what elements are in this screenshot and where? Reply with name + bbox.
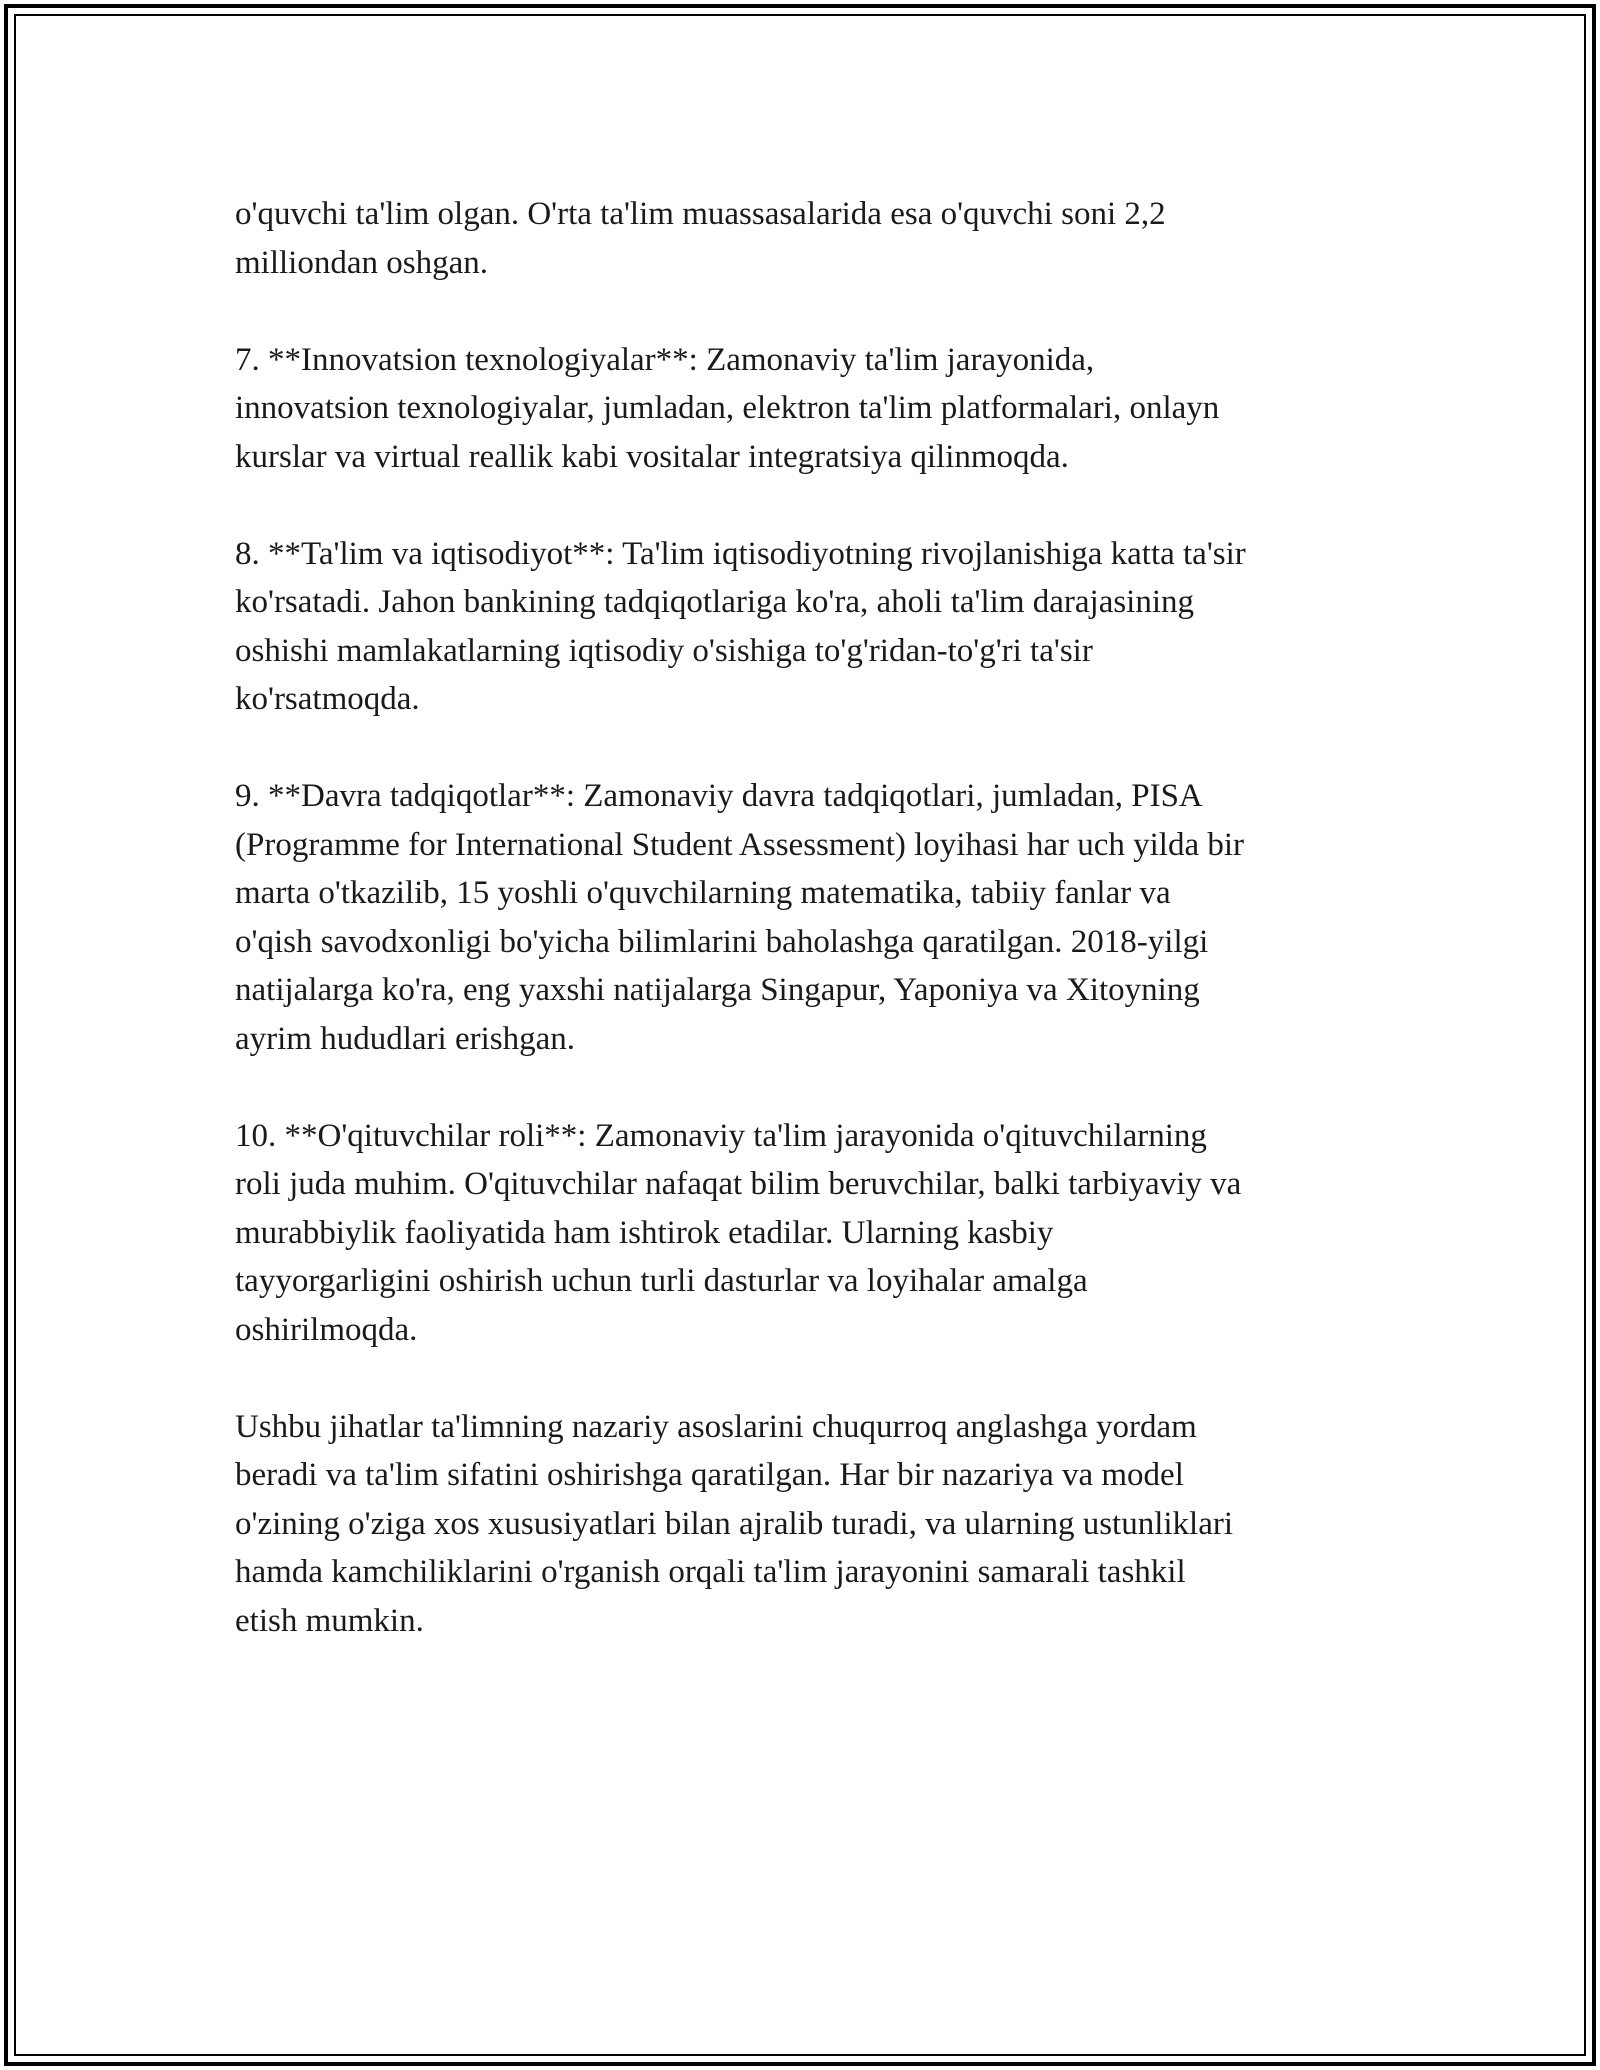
- document-body: [235, 190, 1375, 1694]
- paragraph-conclusion: Ushbu jihatlar ta'limning nazariy asoslarini chuqurroq anglashga yordam beradi va ta'lim sifatini oshirishga qaratilgan. Har bir nazariya va model o'zining o'ziga xos xususiyatlari bilan ajralib turadi, va ularning ustunliklari hamda kamchiliklarini o'rganish orqali ta'lim jarayonini samarali tashkil etish mumkin.: [235, 1408, 1234, 1639]
- paragraph-innovatsion-texnologiyalar: 7. **Innovatsion texnologiyalar**: Zamonaviy ta'lim jarayonida, innovatsion texnologiyalar, jumladan, elektron ta'lim platformalari, onlayn kurslar va virtual reallik kabi vositalar integratsiya qilinmoqda.: [235, 341, 1220, 475]
- paragraph-davra-tadqiqotlar: 9. **Davra tadqiqotlar**: Zamonaviy davra tadqiqotlari, jumladan, PISA (Programme for International Student Assessment) loyihasi har uch yilda bir marta o'tkazilib, 15 yoshli o'quvchilarning matematika, tabiiy fanlar va o'qish savodxonligi bo'yicha bilimlarini baholashga qaratilgan. 2018-yilgi natijalarga ko'ra, eng yaxshi natijalarga Singapur, Yaponiya va Xitoyning ayrim hududlari erishgan.: [235, 778, 1245, 1057]
- paragraph-oqituvchilar-roli: 10. **O'qituvchilar roli**: Zamonaviy ta'lim jarayonida o'qituvchilarning roli juda muhim. O'qituvchilar nafaqat bilim beruvchilar, balki tarbiyaviy va murabbiylik faoliyatida ham ishtirok etadilar. Ularning kasbiy tayyorgarligini oshirish uchun turli dasturlar va loyihalar amalga oshirilmoqda.: [235, 1117, 1242, 1348]
- paragraph-talim-va-iqtisodiyot: 8. **Ta'lim va iqtisodiyot**: Ta'lim iqtisodiyotning rivojlanishiga katta ta'sir ko'rsatadi. Jahon bankining tadqiqotlariga ko'ra, aholi ta'lim darajasining oshishi mamlakatlarning iqtisodiy o'sishiga to'g'ridan-to'g'ri ta'sir ko'rsatmoqda.: [235, 535, 1246, 717]
- paragraph-continuation: o'quvchi ta'lim olgan. O'rta ta'lim muassasalarida esa o'quvchi soni 2,2 milliondan oshgan.: [235, 196, 1166, 281]
